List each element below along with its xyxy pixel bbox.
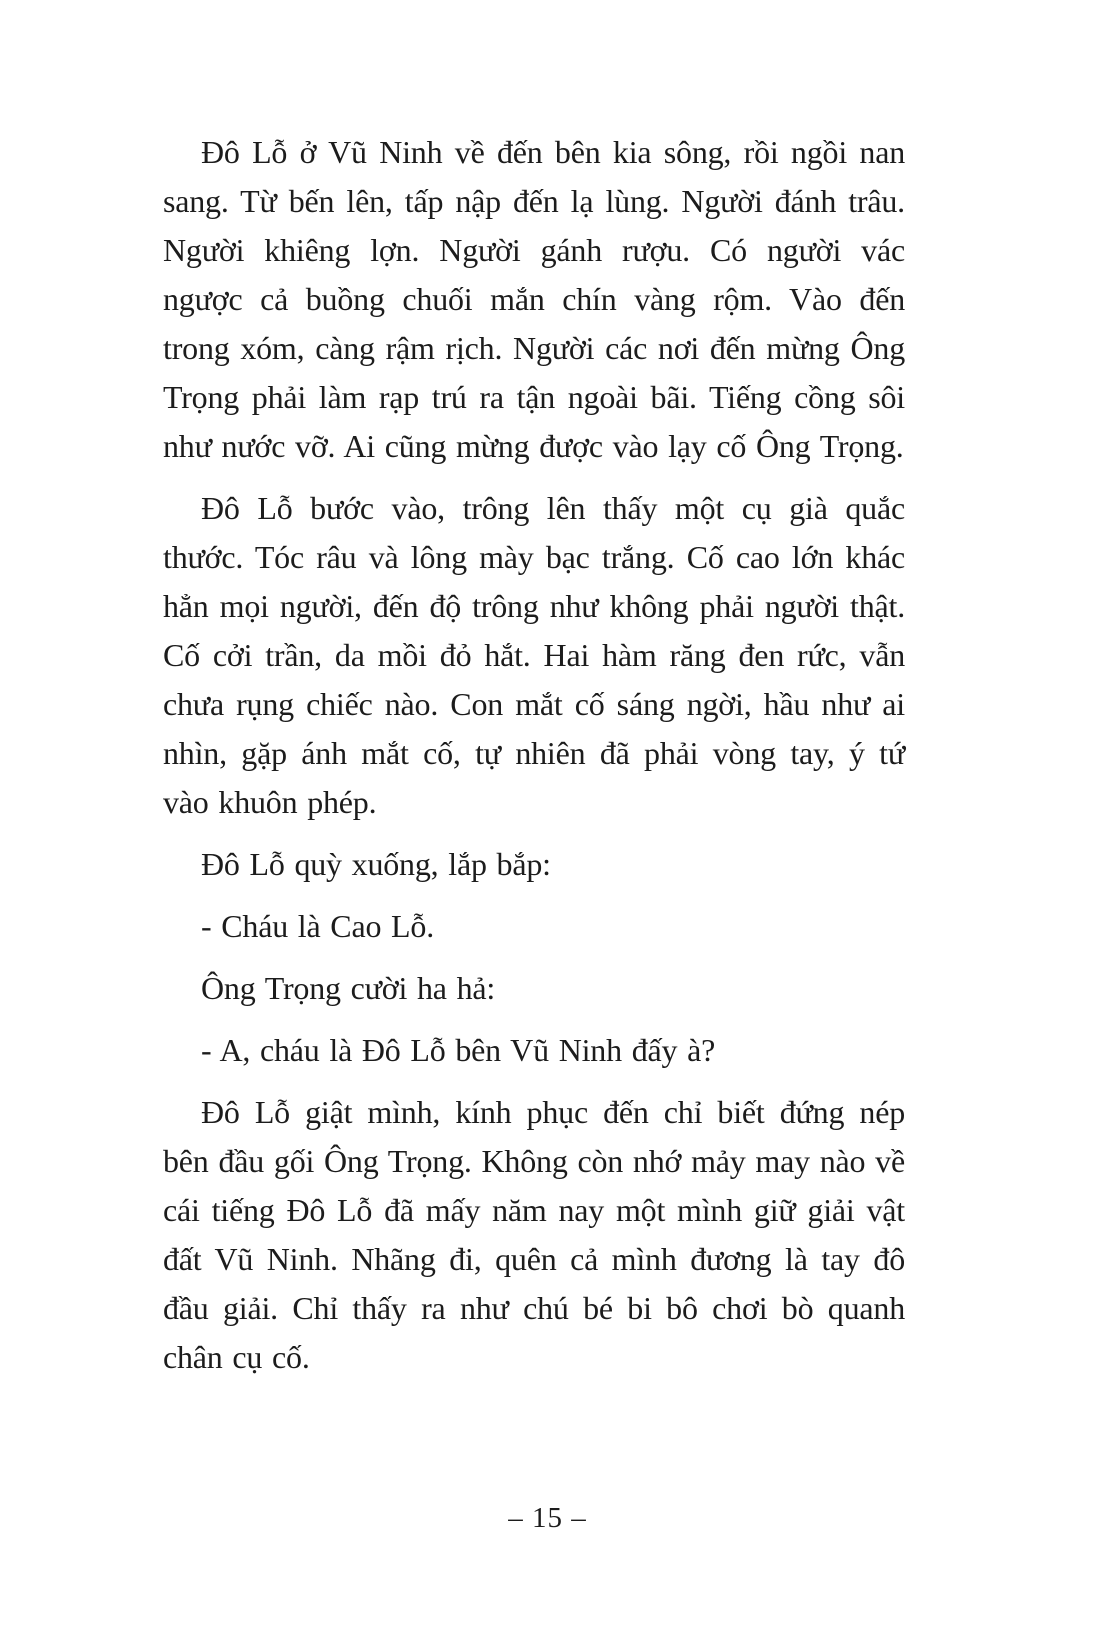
paragraph-dialogue-1: - Cháu là Cao Lỗ. [201,908,434,944]
body-text [163,128,905,1382]
page-number: – 15 – [508,1502,587,1534]
paragraph-narrative-1: Đô Lỗ ở Vũ Ninh về đến bên kia sông, rồi ngồi nan sang. Từ bến lên, tấp nập đến lạ lùng. Người đánh trâu. Người khiêng lợn. Người gánh rượu. Có người vác ngược cả buồng chuối mắn chín vàng rộm. Vào đến trong xóm, càng rậm rịch. Người các nơi đến mừng Ông Trọng phải làm rạp trú ra tận ngoài bãi. Tiếng cồng sôi như nước vỡ. Ai cũng mừng được vào lạy cố Ông Trọng. [163,134,905,464]
paragraph-narrative-5: Đô Lỗ giật mình, kính phục đến chỉ biết đứng nép bên đầu gối Ông Trọng. Không còn nhớ mảy may nào về cái tiếng Đô Lỗ đã mấy năm nay một mình giữ giải vật đất Vũ Ninh. Nhãng đi, quên cả mình đương là tay đô đầu giải. Chỉ thấy ra như chú bé bi bô chơi bò quanh chân cụ cố. [163,1094,905,1375]
paragraph-dialogue-2: - A, cháu là Đô Lỗ bên Vũ Ninh đấy à? [201,1032,716,1068]
paragraph-narrative-3: Đô Lỗ quỳ xuống, lắp bắp: [201,846,551,882]
paragraph-narrative-4: Ông Trọng cười ha hả: [201,970,496,1006]
paragraph-narrative-2: Đô Lỗ bước vào, trông lên thấy một cụ già quắc thước. Tóc râu và lông mày bạc trắng. Cố cao lớn khác hẳn mọi người, đến độ trông như không phải người thật. Cố cởi trần, da mồi đỏ hắt. Hai hàm răng đen rức, vẫn chưa rụng chiếc nào. Con mắt cố sáng ngời, hầu như ai nhìn, gặp ánh mắt cố, tự nhiên đã phải vòng tay, ý tứ vào khuôn phép. [163,490,905,820]
